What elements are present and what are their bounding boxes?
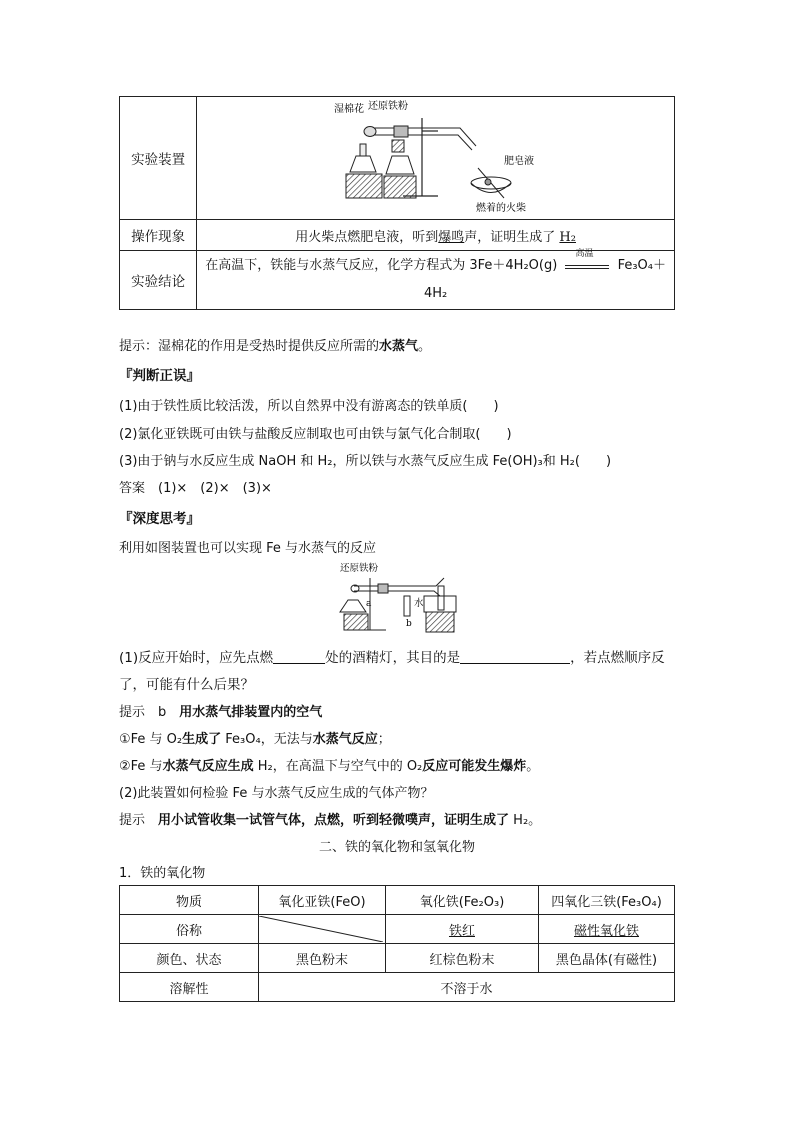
judge-answer: 答案 (1)× (2)× (3)× [119,481,272,496]
apparatus-figure-2 [326,560,466,638]
apparatus-figure-cell [197,97,675,220]
label-conclusion: 实验结论 [120,251,197,310]
blank-1 [273,649,325,664]
th-feo: 氧化亚铁(FeO) [259,886,386,915]
deep-q2: (2)此装置如何检验 Fe 与水蒸气反应生成的气体产物？ [119,786,434,801]
fe3o4-color: 黑色晶体(有磁性) [539,944,675,973]
blank-2 [460,649,570,664]
experiment-table [119,96,675,310]
underlined-h2: H₂ [559,229,576,245]
fig-label-match: 燃着的火柴 [476,203,527,214]
section2-title: 二、铁的氧化物和氢氧化物 [318,840,475,855]
phenomenon-cell: 用火柴点燃肥皂液，听到爆鸣声，证明生成了 H₂ [197,220,675,251]
high-temp-arrow: 高温 [565,259,609,273]
fig-label-cotton: 湿棉花 [334,104,365,115]
middle-lamp [384,140,416,198]
row-color-label: 颜色、状态 [120,944,259,973]
judge-q2: (2)氯化亚铁既可由铁与盐酸反应制取也可由铁与氯气化合制取( ) [119,427,512,442]
deep-tip2: 提示 用小试管收集一试管气体，点燃，听到轻微噗声，证明生成了 H₂。 [119,813,542,828]
fig2-label-b: b [406,619,412,629]
deep-intro: 利用如图装置也可以实现 Fe 与水蒸气的反应 [119,541,377,556]
deep-q1: (1)反应开始时，应先点燃 处的酒精灯，其目的是 ，若点燃顺序反 [119,650,665,666]
judge-heading: 『判断正误』 [119,368,200,384]
deep-line1: ①Fe 与 O₂生成了 Fe₃O₄，无法与水蒸气反应； [119,732,391,747]
th-fe2o3: 氧化铁(Fe₂O₃) [386,886,539,915]
deep-tip1: 提示 b 用水蒸气排装置内的空气 [119,705,323,720]
fe3o4-nickname: 磁性氧化铁 [539,915,675,944]
underlined-answer: 爆鸣 [438,229,465,245]
apparatus-figure [198,98,670,218]
judge-q1: (1)由于铁性质比较活泼，所以自然界中没有游离态的铁单质( ) [119,399,499,414]
deep-line2: ②Fe 与水蒸气反应生成 H₂，在高温下与空气中的 O₂反应可能发生爆炸。 [119,759,540,774]
section2-subtitle: 1．铁的氧化物 [119,866,206,881]
deep-q1-cont: 了，可能有什么后果？ [119,677,254,693]
tip-cotton: 提示：湿棉花的作用是受热时提供反应所需的水蒸气。 [119,339,432,354]
fig2-label-iron: 还原铁粉 [340,563,379,574]
fig-label-soap: 肥皂液 [504,156,535,167]
fe2o3-nickname: 铁红 [386,915,539,944]
row-solubility-label: 溶解性 [120,973,259,1002]
diagonal-slash [259,916,383,942]
deep-heading: 『深度思考』 [119,511,200,527]
row-nickname-label: 俗称 [120,915,259,944]
feo-nickname-slash [259,915,386,944]
th-substance: 物质 [120,886,259,915]
solubility-value: 不溶于水 [259,973,675,1002]
label-apparatus: 实验装置 [120,97,197,220]
glass-tube [364,126,476,150]
fig2-label-a: a [366,599,372,609]
th-fe3o4: 四氧化三铁(Fe₃O₄) [539,886,675,915]
conclusion-cell: 在高温下，铁能与水蒸气反应，化学方程式为 3Fe＋4H₂O(g) 高温 Fe₃O₄＋ 4H₂ [197,251,675,310]
iron-oxide-table [119,885,675,1002]
label-phenomenon: 操作现象 [120,220,197,251]
fig2-label-water: 水 [414,598,424,609]
fe2o3-color: 红棕色粉末 [386,944,539,973]
judge-q3: (3)由于钠与水反应生成 NaOH 和 H₂，所以铁与水蒸气反应生成 Fe(OH)₃和 H₂( ) [119,454,612,469]
evaporating-dish [471,168,511,198]
feo-color: 黑色粉末 [259,944,386,973]
left-lamp [346,144,382,198]
fig-label-iron: 还原铁粉 [368,101,409,112]
